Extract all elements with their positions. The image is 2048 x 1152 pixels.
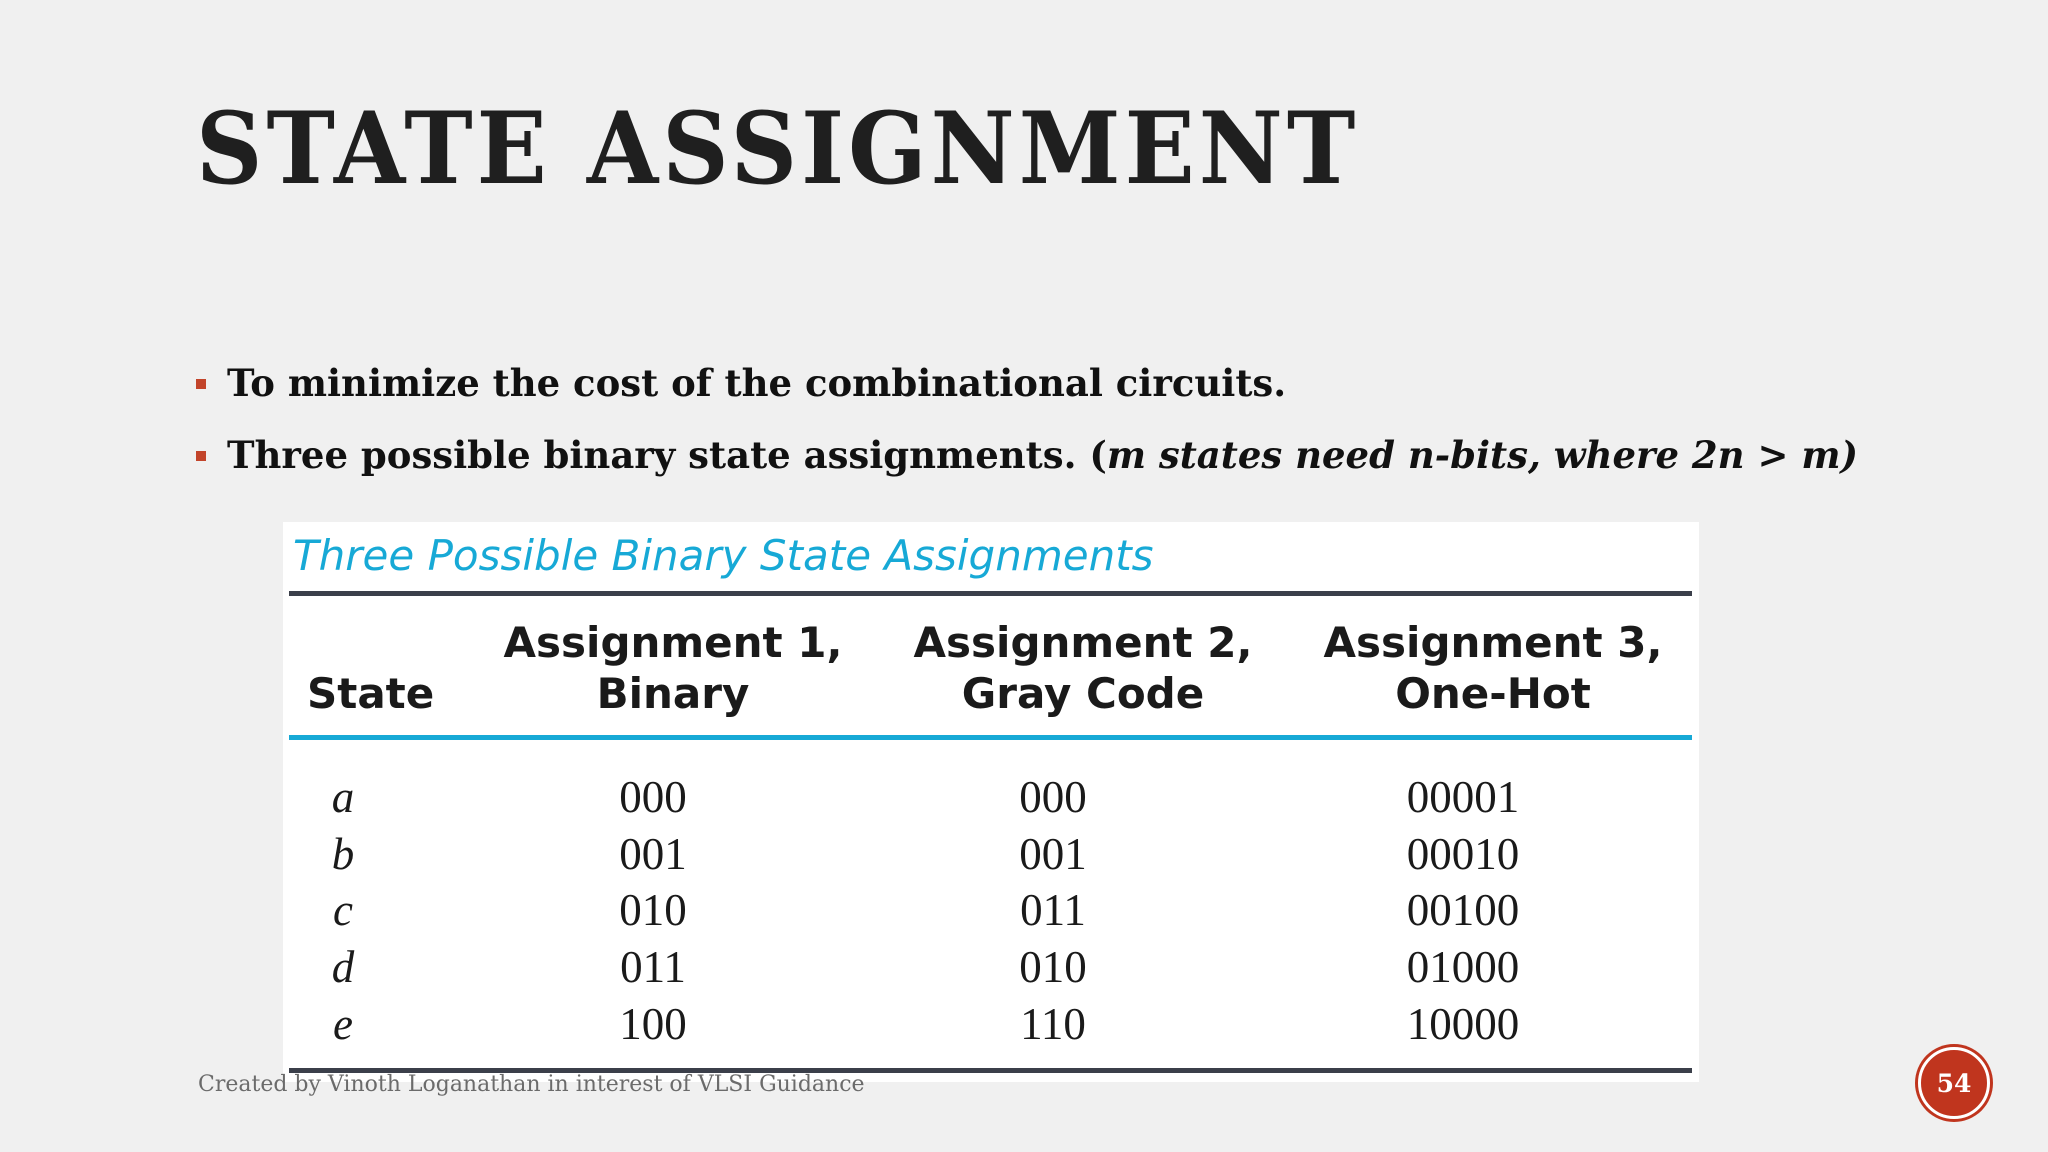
bullet-text: To minimize the cost of the combinational circuits. [227, 361, 1287, 405]
footer-credit: Created by Vinoth Loganathan in interest of VLSI Guidance [198, 1072, 865, 1097]
table-header-rule [289, 735, 1692, 740]
slide-title: STATE ASSIGNMENT [196, 90, 1360, 207]
square-bullet-icon [196, 379, 206, 389]
cell-binary: 000 [619, 772, 687, 822]
cell-binary: 100 [619, 999, 687, 1049]
cell-gray: 000 [1019, 772, 1087, 822]
cell-binary: 010 [619, 885, 687, 935]
page-number-badge [1918, 1047, 1990, 1119]
state-assignment-table [283, 522, 1699, 1082]
cell-state: a [331, 772, 355, 822]
cell-gray: 110 [1020, 999, 1086, 1049]
header-state [307, 668, 434, 719]
bullet-note: m states need n-bits, where 2n > m) [1106, 433, 1858, 477]
table-top-rule [289, 591, 1692, 596]
cell-state: e [333, 999, 353, 1049]
header-assignment-2-line-1: Assignment 2, [913, 618, 1253, 667]
cell-binary: 011 [620, 942, 686, 992]
header-assignment-2 [883, 617, 1283, 719]
cell-state: d [331, 942, 355, 992]
bullet-item [196, 358, 1858, 408]
header-assignment-3-line-2: One-Hot [1395, 669, 1591, 718]
header-state-label: State [307, 669, 435, 718]
cell-state: b [331, 829, 355, 879]
bullet-item [196, 430, 1858, 480]
cell-one-hot: 10000 [1406, 999, 1520, 1049]
cell-gray: 010 [1019, 942, 1087, 992]
bullet-list [196, 358, 1858, 502]
cell-state: c [333, 885, 353, 935]
table-caption: Three Possible Binary State Assignments [293, 531, 1154, 580]
cell-gray: 001 [1019, 829, 1087, 879]
header-assignment-2-line-2: Gray Code [961, 669, 1205, 718]
header-assignment-1-line-1: Assignment 1, [503, 618, 843, 667]
cell-one-hot: 00100 [1406, 885, 1520, 935]
cell-one-hot: 00010 [1406, 829, 1520, 879]
cell-binary: 001 [619, 829, 687, 879]
cell-one-hot: 01000 [1406, 942, 1520, 992]
square-bullet-icon [196, 451, 206, 461]
page-number: 54 [1936, 1068, 1972, 1098]
header-assignment-3-line-1: Assignment 3, [1323, 618, 1663, 667]
bullet-text: Three possible binary state assignments. ( [227, 433, 1107, 477]
header-assignment-3 [1293, 617, 1693, 719]
cell-gray: 011 [1020, 885, 1086, 935]
header-assignment-1-line-2: Binary [596, 669, 750, 718]
header-assignment-1 [473, 617, 873, 719]
cell-one-hot: 00001 [1406, 772, 1520, 822]
